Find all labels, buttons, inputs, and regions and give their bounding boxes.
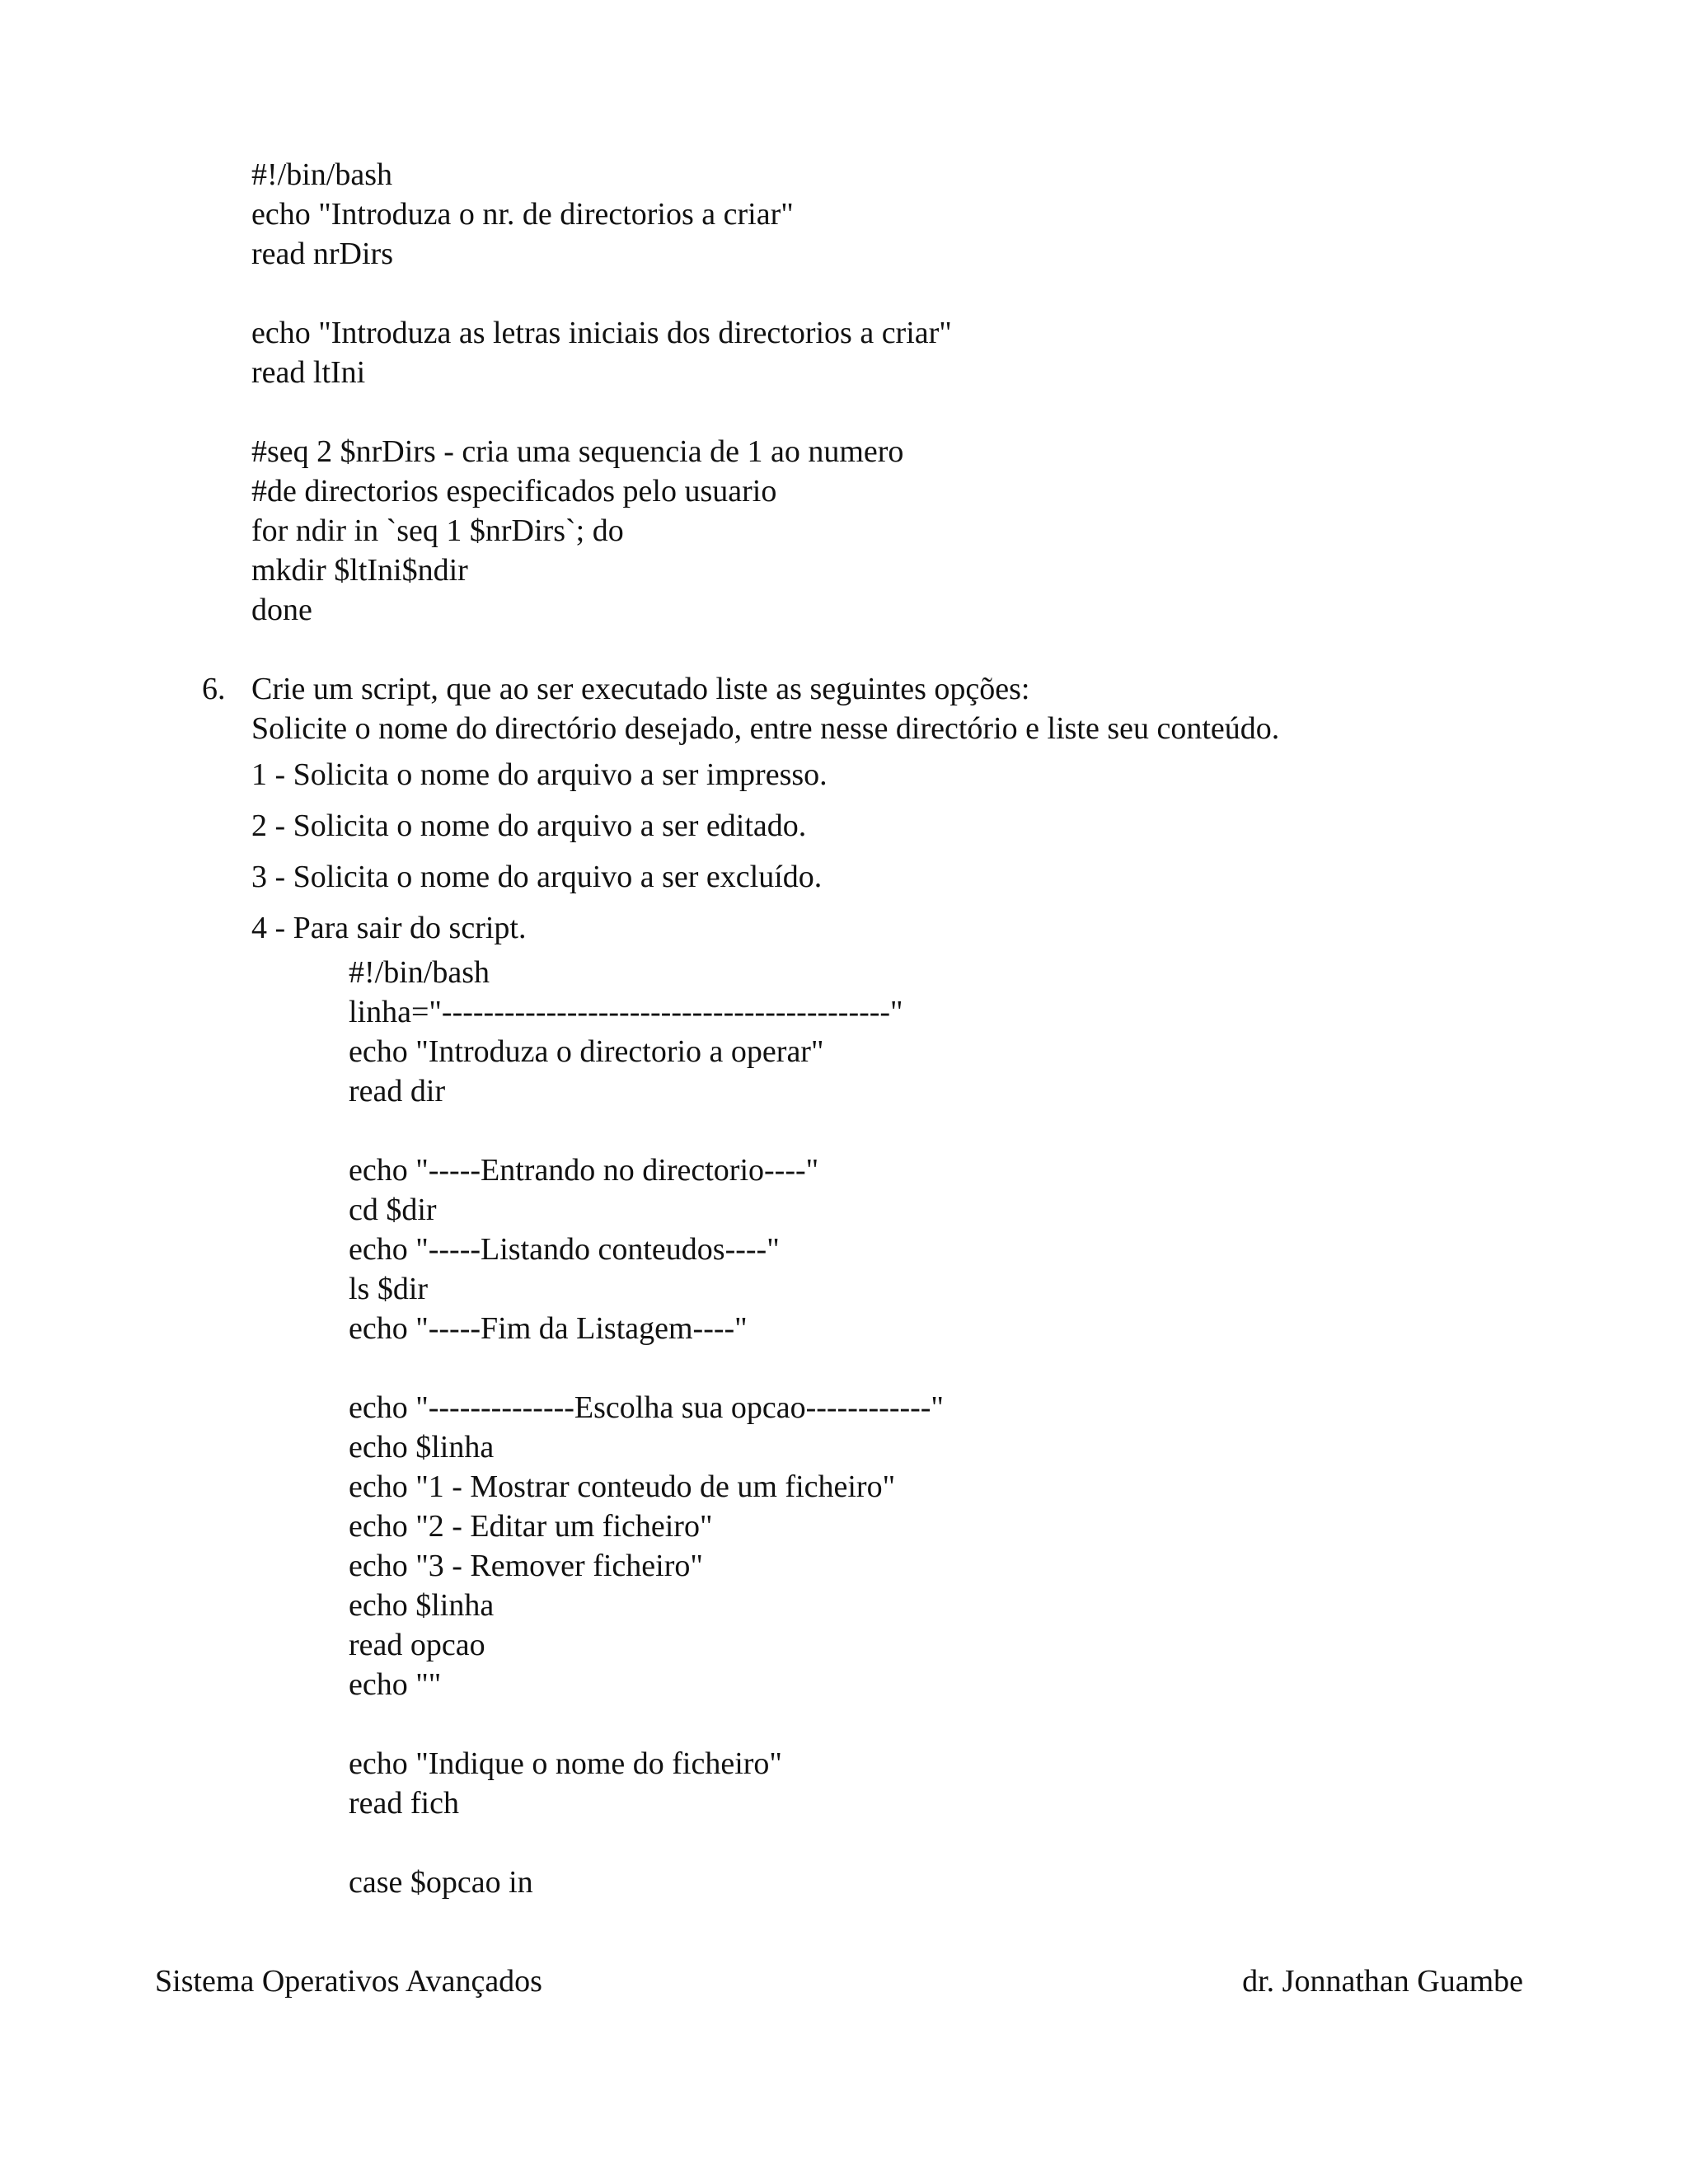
footer-course-title: Sistema Operativos Avançados [155,1964,542,1999]
code-line: read dir [349,1074,446,1108]
task-heading [202,669,1620,748]
code-line: read opcao [349,1628,485,1662]
code-line: echo "1 - Mostrar conteudo de um ficheiro" [349,1469,896,1504]
code-line: read nrDirs [251,237,393,271]
code-line: mkdir $ltIni$ndir [251,553,468,588]
blank-line [349,1823,944,1863]
code-line: echo "Indique o nome do ficheiro" [349,1746,782,1781]
footer-author: dr. Jonnathan Guambe [1242,1964,1523,1999]
option-item: 4 - Para sair do script. [251,911,527,945]
page-footer [155,1961,1523,2001]
code-line: echo "Introduza o directorio a operar" [349,1034,824,1069]
code-line: echo $linha [349,1588,495,1623]
code-line: cd $dir [349,1193,437,1227]
blank-line [251,392,952,432]
code-line: echo "-----Entrando no directorio----" [349,1153,819,1188]
code-block-2 [349,953,944,1902]
code-line: echo "" [349,1667,442,1702]
code-line: read fich [349,1786,459,1821]
code-line: echo "3 - Remover ficheiro" [349,1549,703,1583]
task-description [251,669,1279,748]
code-line: echo $linha [349,1430,495,1465]
code-line: echo "Introduza as letras iniciais dos directorios a criar" [251,316,952,350]
code-line: echo "2 - Editar um ficheiro" [349,1509,713,1544]
code-line: #seq 2 $nrDirs - cria uma sequencia de 1 ao numero [251,434,904,469]
option-item: 1 - Solicita o nome do arquivo a ser impresso. [251,757,828,792]
task-line-1: Crie um script, que ao ser executado liste as seguintes opções: [251,672,1030,706]
code-line: case $opcao in [349,1865,533,1900]
code-line: echo "-----Listando conteudos----" [349,1232,780,1267]
code-line: read ltIni [251,355,366,390]
code-line: echo "-----Fim da Listagem----" [349,1311,748,1346]
task-line-2: Solicite o nome do directório desejado, entre nesse directório e liste seu conteúdo. [251,711,1280,746]
option-list [251,755,828,959]
code-line: done [251,593,312,627]
code-line: for ndir in `seq 1 $nrDirs`; do [251,513,624,548]
blank-line [349,1348,944,1388]
code-line: linha="-------------------------------------------" [349,995,903,1029]
code-line: #de directorios especificados pelo usuario [251,474,777,509]
blank-line [251,274,952,313]
task-number: 6. [202,672,226,706]
code-line: echo "--------------Escolha sua opcao------------" [349,1390,944,1425]
option-item: 2 - Solicita o nome do arquivo a ser editado. [251,808,807,843]
option-item: 3 - Solicita o nome do arquivo a ser excluído. [251,860,823,894]
blank-line [349,1704,944,1744]
blank-line [349,1111,944,1151]
code-line: #!/bin/bash [251,157,392,192]
task-item [202,669,1620,748]
code-line: ls $dir [349,1272,429,1306]
code-block-1 [251,155,952,630]
code-line: #!/bin/bash [349,955,490,990]
code-line: echo "Introduza o nr. de directorios a criar" [251,197,794,232]
